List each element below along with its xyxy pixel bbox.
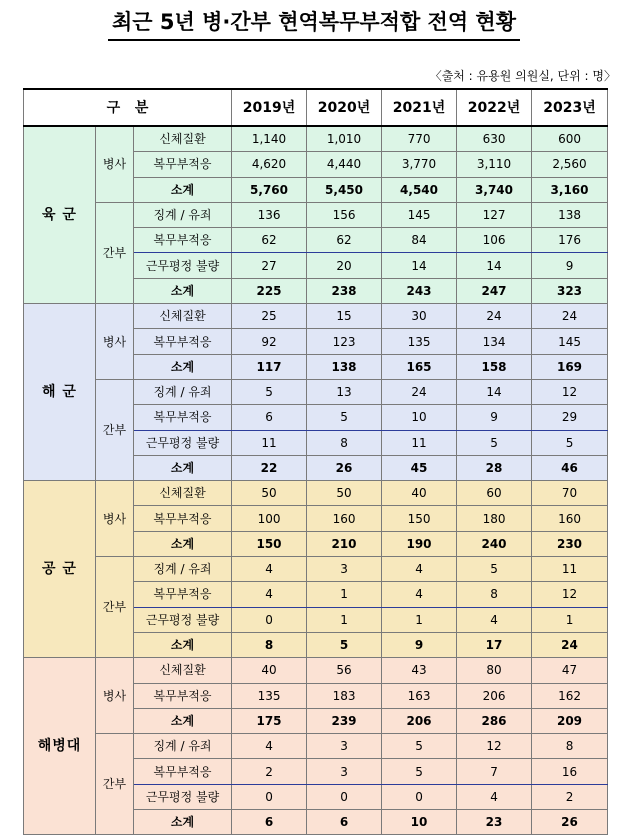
value-cell: 138	[532, 202, 608, 227]
value-cell: 230	[532, 531, 608, 556]
value-cell: 11	[232, 430, 307, 455]
value-cell: 8	[457, 582, 532, 607]
value-cell: 28	[457, 455, 532, 480]
value-cell: 136	[232, 202, 307, 227]
value-cell: 100	[232, 506, 307, 531]
value-cell: 14	[382, 253, 457, 278]
value-cell: 24	[532, 632, 608, 657]
value-cell: 138	[307, 354, 382, 379]
value-cell: 106	[457, 228, 532, 253]
row-label: 소계	[134, 708, 232, 733]
value-cell: 50	[307, 481, 382, 506]
value-cell: 123	[307, 329, 382, 354]
value-cell: 9	[532, 253, 608, 278]
value-cell: 3	[307, 557, 382, 582]
value-cell: 5	[307, 405, 382, 430]
value-cell: 5	[382, 734, 457, 759]
value-cell: 5	[457, 557, 532, 582]
value-cell: 209	[532, 708, 608, 733]
value-cell: 70	[532, 481, 608, 506]
value-cell: 3	[307, 734, 382, 759]
table-row	[24, 557, 608, 582]
value-cell: 62	[232, 228, 307, 253]
value-cell: 5,450	[307, 177, 382, 202]
group-label: 병사	[96, 126, 134, 202]
header-category: 구 분	[24, 89, 232, 126]
value-cell: 40	[382, 481, 457, 506]
row-label: 징계 / 유죄	[134, 379, 232, 404]
value-cell: 3,110	[457, 152, 532, 177]
value-cell: 1	[307, 582, 382, 607]
group-label: 간부	[96, 557, 134, 658]
value-cell: 5	[382, 759, 457, 784]
value-cell: 175	[232, 708, 307, 733]
group-label: 간부	[96, 202, 134, 303]
value-cell: 8	[232, 632, 307, 657]
row-label: 징계 / 유죄	[134, 734, 232, 759]
row-label: 복무부적응	[134, 683, 232, 708]
value-cell: 2	[532, 784, 608, 809]
value-cell: 156	[307, 202, 382, 227]
title-text: 최근 5년 병·간부 현역복무부적합 전역 현황	[108, 6, 520, 41]
value-cell: 27	[232, 253, 307, 278]
row-label: 신체질환	[134, 126, 232, 152]
value-cell: 4	[232, 582, 307, 607]
value-cell: 4,620	[232, 152, 307, 177]
row-label: 소계	[134, 531, 232, 556]
value-cell: 4	[457, 784, 532, 809]
value-cell: 286	[457, 708, 532, 733]
row-label: 복무부적응	[134, 329, 232, 354]
value-cell: 238	[307, 278, 382, 303]
value-cell: 323	[532, 278, 608, 303]
value-cell: 5	[457, 430, 532, 455]
value-cell: 247	[457, 278, 532, 303]
value-cell: 62	[307, 228, 382, 253]
value-cell: 40	[232, 658, 307, 683]
value-cell: 4	[232, 557, 307, 582]
value-cell: 4	[382, 582, 457, 607]
table-row	[24, 202, 608, 227]
group-label: 간부	[96, 734, 134, 835]
value-cell: 25	[232, 304, 307, 329]
row-label: 복무부적응	[134, 582, 232, 607]
table-row	[24, 658, 608, 683]
value-cell: 145	[382, 202, 457, 227]
value-cell: 2,560	[532, 152, 608, 177]
value-cell: 1	[532, 607, 608, 632]
table-header-row	[24, 89, 608, 126]
value-cell: 150	[232, 531, 307, 556]
value-cell: 14	[457, 379, 532, 404]
header-year: 2023년	[532, 89, 608, 126]
row-label: 복무부적응	[134, 152, 232, 177]
value-cell: 5	[532, 430, 608, 455]
value-cell: 5,760	[232, 177, 307, 202]
value-cell: 6	[232, 810, 307, 835]
value-cell: 169	[532, 354, 608, 379]
value-cell: 84	[382, 228, 457, 253]
value-cell: 160	[307, 506, 382, 531]
value-cell: 16	[532, 759, 608, 784]
value-cell: 4,540	[382, 177, 457, 202]
value-cell: 2	[232, 759, 307, 784]
value-cell: 176	[532, 228, 608, 253]
value-cell: 12	[532, 582, 608, 607]
value-cell: 26	[307, 455, 382, 480]
value-cell: 8	[532, 734, 608, 759]
discharge-table	[23, 88, 608, 835]
value-cell: 92	[232, 329, 307, 354]
source-note: 〈출처 : 유용원 의원실, 단위 : 명〉	[429, 69, 616, 83]
group-label: 병사	[96, 658, 134, 734]
value-cell: 127	[457, 202, 532, 227]
value-cell: 9	[382, 632, 457, 657]
value-cell: 0	[382, 784, 457, 809]
document-title	[0, 6, 628, 41]
branch-label: 해병대	[24, 658, 96, 835]
row-label: 신체질환	[134, 481, 232, 506]
row-label: 징계 / 유죄	[134, 202, 232, 227]
value-cell: 14	[457, 253, 532, 278]
value-cell: 0	[232, 607, 307, 632]
value-cell: 30	[382, 304, 457, 329]
value-cell: 135	[232, 683, 307, 708]
group-label: 간부	[96, 379, 134, 480]
value-cell: 134	[457, 329, 532, 354]
value-cell: 5	[232, 379, 307, 404]
value-cell: 15	[307, 304, 382, 329]
value-cell: 160	[532, 506, 608, 531]
table-body	[24, 89, 608, 835]
value-cell: 60	[457, 481, 532, 506]
value-cell: 23	[457, 810, 532, 835]
value-cell: 3	[307, 759, 382, 784]
value-cell: 9	[457, 405, 532, 430]
row-label: 소계	[134, 810, 232, 835]
row-label: 징계 / 유죄	[134, 557, 232, 582]
value-cell: 240	[457, 531, 532, 556]
value-cell: 11	[382, 430, 457, 455]
value-cell: 4	[457, 607, 532, 632]
value-cell: 165	[382, 354, 457, 379]
value-cell: 180	[457, 506, 532, 531]
value-cell: 0	[307, 784, 382, 809]
value-cell: 145	[532, 329, 608, 354]
table-row	[24, 481, 608, 506]
value-cell: 5	[307, 632, 382, 657]
header-year: 2021년	[382, 89, 457, 126]
value-cell: 135	[382, 329, 457, 354]
row-label: 소계	[134, 455, 232, 480]
value-cell: 50	[232, 481, 307, 506]
table-row	[24, 379, 608, 404]
row-label: 신체질환	[134, 658, 232, 683]
value-cell: 56	[307, 658, 382, 683]
value-cell: 24	[457, 304, 532, 329]
row-label: 복무부적응	[134, 506, 232, 531]
row-label: 소계	[134, 632, 232, 657]
header-year: 2019년	[232, 89, 307, 126]
group-label: 병사	[96, 304, 134, 380]
value-cell: 600	[532, 126, 608, 152]
value-cell: 7	[457, 759, 532, 784]
header-year: 2020년	[307, 89, 382, 126]
row-label: 신체질환	[134, 304, 232, 329]
value-cell: 243	[382, 278, 457, 303]
value-cell: 210	[307, 531, 382, 556]
row-label: 복무부적응	[134, 228, 232, 253]
branch-label: 해 군	[24, 304, 96, 481]
value-cell: 20	[307, 253, 382, 278]
value-cell: 10	[382, 810, 457, 835]
header-year: 2022년	[457, 89, 532, 126]
value-cell: 26	[532, 810, 608, 835]
value-cell: 24	[382, 379, 457, 404]
value-cell: 4,440	[307, 152, 382, 177]
value-cell: 12	[457, 734, 532, 759]
branch-label: 공 군	[24, 481, 96, 658]
value-cell: 45	[382, 455, 457, 480]
value-cell: 43	[382, 658, 457, 683]
value-cell: 6	[232, 405, 307, 430]
value-cell: 770	[382, 126, 457, 152]
value-cell: 24	[532, 304, 608, 329]
value-cell: 1	[307, 607, 382, 632]
value-cell: 1,140	[232, 126, 307, 152]
value-cell: 0	[232, 784, 307, 809]
value-cell: 11	[532, 557, 608, 582]
value-cell: 17	[457, 632, 532, 657]
value-cell: 190	[382, 531, 457, 556]
value-cell: 3,160	[532, 177, 608, 202]
value-cell: 225	[232, 278, 307, 303]
value-cell: 10	[382, 405, 457, 430]
value-cell: 206	[382, 708, 457, 733]
value-cell: 4	[382, 557, 457, 582]
group-label: 병사	[96, 481, 134, 557]
table-row	[24, 126, 608, 152]
value-cell: 206	[457, 683, 532, 708]
value-cell: 47	[532, 658, 608, 683]
row-label: 복무부적응	[134, 405, 232, 430]
row-label: 근무평정 불량	[134, 430, 232, 455]
value-cell: 239	[307, 708, 382, 733]
value-cell: 183	[307, 683, 382, 708]
value-cell: 6	[307, 810, 382, 835]
value-cell: 8	[307, 430, 382, 455]
value-cell: 630	[457, 126, 532, 152]
row-label: 소계	[134, 278, 232, 303]
row-label: 근무평정 불량	[134, 253, 232, 278]
value-cell: 3,770	[382, 152, 457, 177]
value-cell: 117	[232, 354, 307, 379]
table-row	[24, 734, 608, 759]
branch-label: 육 군	[24, 126, 96, 304]
value-cell: 163	[382, 683, 457, 708]
row-label: 복무부적응	[134, 759, 232, 784]
value-cell: 158	[457, 354, 532, 379]
value-cell: 12	[532, 379, 608, 404]
row-label: 근무평정 불량	[134, 607, 232, 632]
table-row	[24, 304, 608, 329]
value-cell: 80	[457, 658, 532, 683]
value-cell: 1	[382, 607, 457, 632]
value-cell: 1,010	[307, 126, 382, 152]
row-label: 소계	[134, 177, 232, 202]
value-cell: 29	[532, 405, 608, 430]
value-cell: 3,740	[457, 177, 532, 202]
row-label: 소계	[134, 354, 232, 379]
value-cell: 4	[232, 734, 307, 759]
value-cell: 162	[532, 683, 608, 708]
value-cell: 150	[382, 506, 457, 531]
row-label: 근무평정 불량	[134, 784, 232, 809]
value-cell: 22	[232, 455, 307, 480]
value-cell: 13	[307, 379, 382, 404]
value-cell: 46	[532, 455, 608, 480]
